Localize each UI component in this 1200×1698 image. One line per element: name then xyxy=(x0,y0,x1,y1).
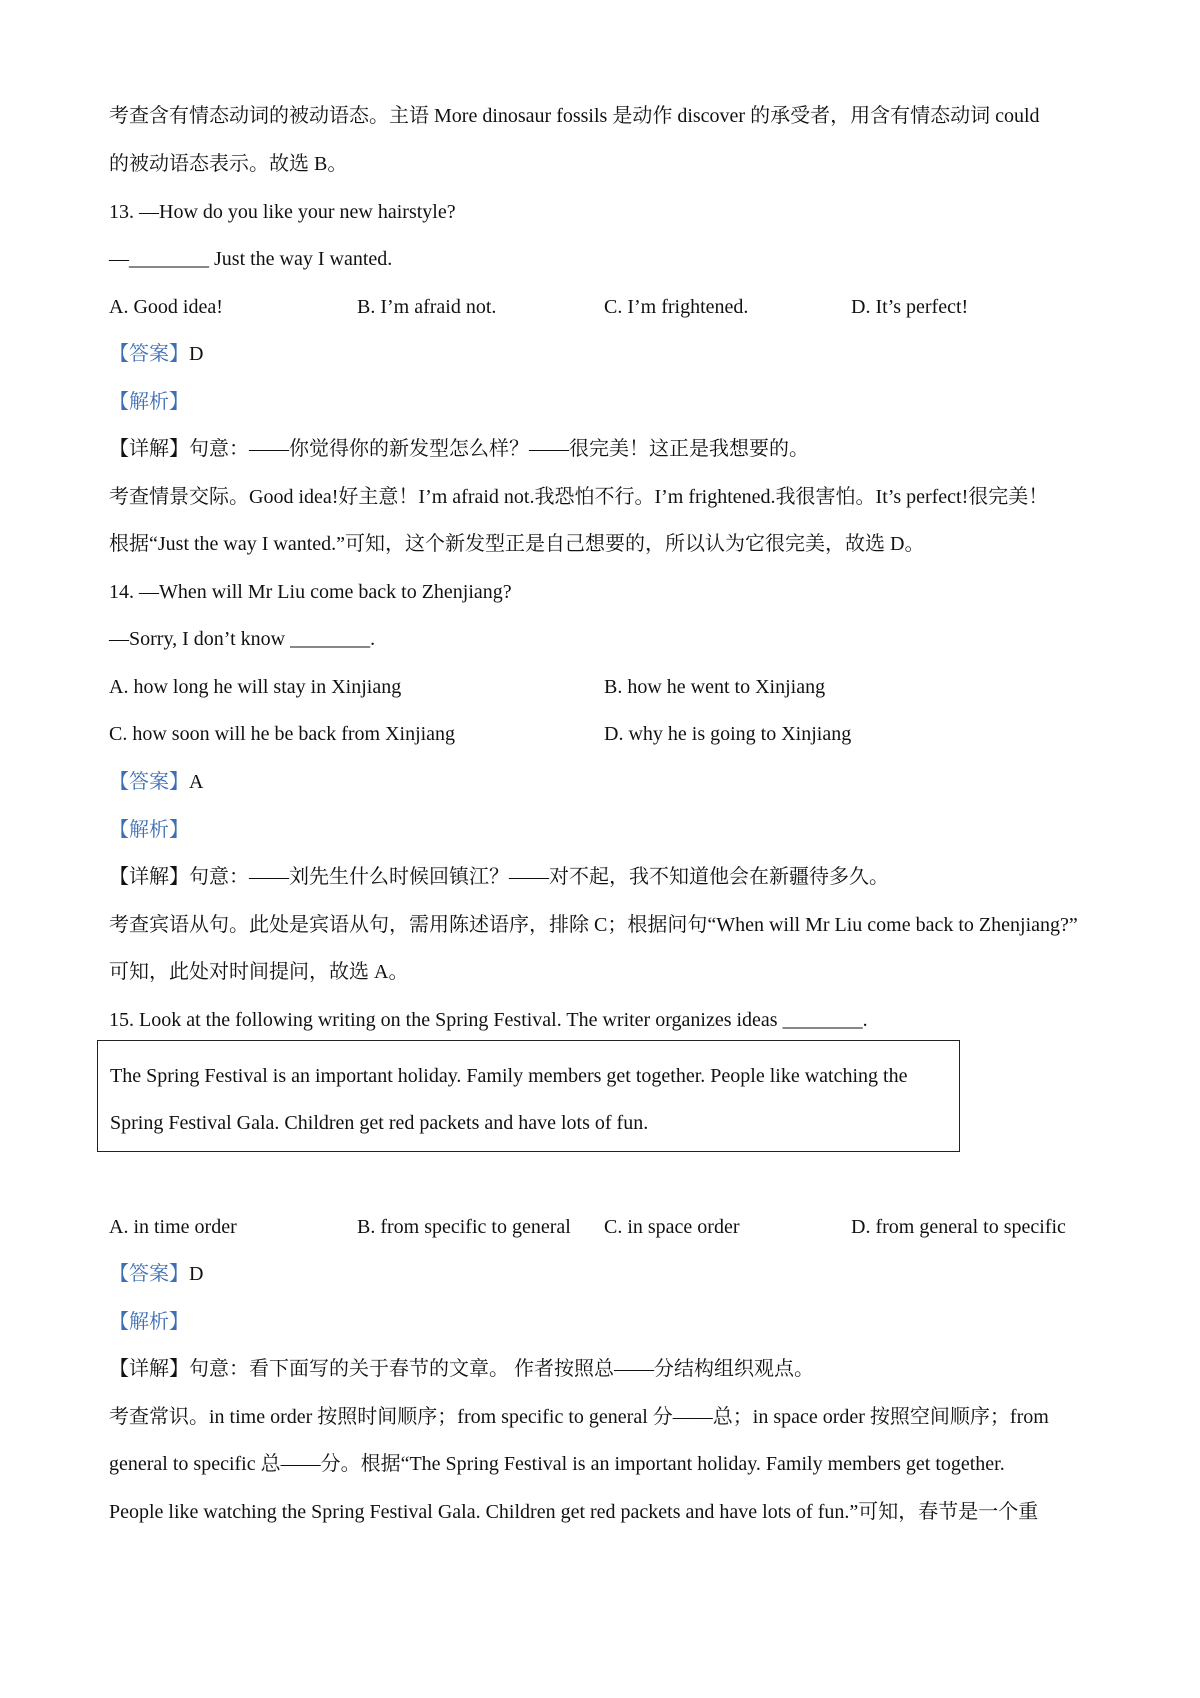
detail-text: 句意：看下面写的关于春节的文章。 作者按照总——分结构组织观点。 xyxy=(189,1358,814,1380)
question-15-answer xyxy=(109,1264,203,1284)
question-13-detail xyxy=(109,439,809,459)
analysis-tag: 【解析】 xyxy=(109,391,189,413)
question-13-explanation-line: 考查情景交际。Good idea!好主意！I’m afraid not.我恐怕不行。I’m frightened.我很害怕。It’s perfect!很完美！ xyxy=(109,486,1049,508)
question-14-option-b: B. how he went to Xinjiang xyxy=(604,676,826,698)
analysis-tag: 【解析】 xyxy=(109,819,189,841)
question-13-option-a: A. Good idea! xyxy=(109,296,223,318)
answer-tag: 【答案】 xyxy=(109,1263,189,1285)
question-13-explanation-line: 根据“Just the way I wanted.”可知，这个新发型正是自己想要的，所以认为它很完美，故选 D。 xyxy=(109,533,925,555)
question-15-stem: 15. Look at the following writing on the Spring Festival. The writer organizes ideas ________. xyxy=(109,1009,868,1031)
answer-tag: 【答案】 xyxy=(109,343,189,365)
question-14-stem: 14. —When will Mr Liu come back to Zhenjiang? xyxy=(109,581,512,603)
detail-text: 句意：——你觉得你的新发型怎么样？——很完美！这正是我想要的。 xyxy=(189,438,809,460)
passage-box xyxy=(97,1040,960,1152)
detail-text: 句意：——刘先生什么时候回镇江？——对不起，我不知道他会在新疆待多久。 xyxy=(189,866,889,888)
question-13-stem: 13. —How do you like your new hairstyle? xyxy=(109,201,456,223)
question-15-option-d: D. from general to specific xyxy=(851,1216,1066,1238)
question-13-option-b: B. I’m afraid not. xyxy=(357,296,497,318)
answer-value: D xyxy=(189,343,204,365)
question-15-option-a: A. in time order xyxy=(109,1216,237,1238)
question-15-option-b: B. from specific to general xyxy=(357,1216,571,1238)
answer-tag: 【答案】 xyxy=(109,771,189,793)
answer-value: D xyxy=(189,1263,204,1285)
question-14-option-a: A. how long he will stay in Xinjiang xyxy=(109,676,402,698)
question-15-option-c: C. in space order xyxy=(604,1216,740,1238)
detail-tag: 【详解】 xyxy=(109,866,189,888)
question-15-detail xyxy=(109,1359,814,1379)
question-13-blank-line: —________ Just the way I wanted. xyxy=(109,248,393,270)
question-14-explanation-line: 可知，此处对时间提问，故选 A。 xyxy=(109,961,409,983)
question-13-option-c: C. I’m frightened. xyxy=(604,296,749,318)
question-15-explanation-line: general to specific 总——分。根据“The Spring Festival is an important holiday. Family members get together. xyxy=(109,1453,1005,1475)
question-15-explanation-line: 考查常识。in time order 按照时间顺序；from specific to general 分——总；in space order 按照空间顺序；from xyxy=(109,1406,1049,1428)
question-13-analysis xyxy=(109,392,189,412)
question-14-analysis xyxy=(109,820,189,840)
question-14-explanation-line: 考查宾语从句。此处是宾语从句，需用陈述语序，排除 C；根据问句“When will Mr Liu come back to Zhenjiang?” xyxy=(109,914,1078,936)
question-15-explanation-line: People like watching the Spring Festival Gala. Children get red packets and have lots of fun.”可知，春节是一个重 xyxy=(109,1501,1039,1523)
answer-value: A xyxy=(189,771,204,793)
explanation-line: 考查含有情态动词的被动语态。主语 More dinosaur fossils 是动作 discover 的承受者，用含有情态动词 could xyxy=(109,105,1040,127)
explanation-line: 的被动语态表示。故选 B。 xyxy=(109,153,348,175)
question-14-option-c: C. how soon will he be back from Xinjiang xyxy=(109,723,456,745)
question-15-analysis xyxy=(109,1312,189,1332)
question-14-answer xyxy=(109,772,203,792)
question-13-option-d: D. It’s perfect! xyxy=(851,296,969,318)
question-13-answer xyxy=(109,344,203,364)
detail-tag: 【详解】 xyxy=(109,438,189,460)
question-14-detail xyxy=(109,867,889,887)
passage-line: Spring Festival Gala. Children get red packets and have lots of fun. xyxy=(110,1112,649,1134)
analysis-tag: 【解析】 xyxy=(109,1311,189,1333)
question-14-blank-line: —Sorry, I don’t know ________. xyxy=(109,628,376,650)
detail-tag: 【详解】 xyxy=(109,1358,189,1380)
passage-line: The Spring Festival is an important holiday. Family members get together. People like watching the xyxy=(110,1065,908,1087)
question-14-option-d: D. why he is going to Xinjiang xyxy=(604,723,852,745)
